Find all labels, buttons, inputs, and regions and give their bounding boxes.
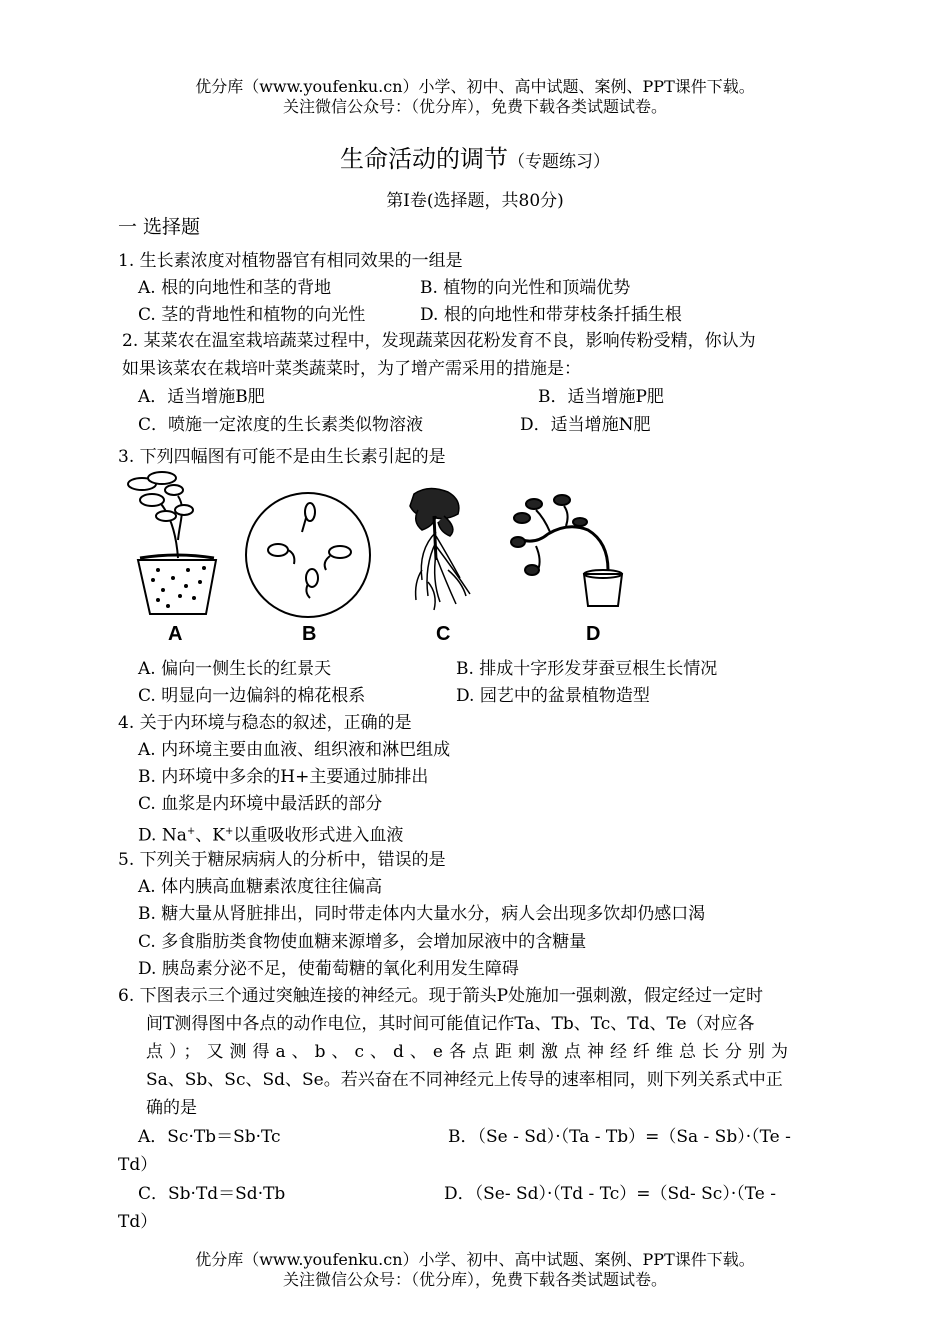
q4-option-c: C. 血浆是内环境中最活跃的部分 [138, 794, 383, 814]
header-line-1: 优分库（www.youfenku.cn）小学、初中、高中试题、案例、PPT课件下载。 [195, 77, 755, 96]
figure-label-d: D [586, 623, 601, 645]
q4-stem: 4. 关于内环境与稳态的叙述，正确的是 [118, 713, 412, 733]
figure-label-a: A [168, 623, 183, 645]
q3-option-b: B. 排成十字形发芽蚕豆根生长情况 [456, 659, 718, 679]
q5-option-b: B. 糖大量从肾脏排出，同时带走体内大量水分，病人会出现多饮却仍感口渴 [138, 904, 706, 924]
q4-d-pre: D. Na [138, 825, 187, 846]
q4-d-post: 以重吸收形式进入血液 [233, 825, 404, 846]
figure-label-b: B [302, 623, 317, 645]
page-title [0, 144, 950, 177]
q5-stem: 5. 下列关于糖尿病病人的分析中，错误的是 [118, 850, 446, 870]
q2-stem-line-2: 如果该菜农在栽培叶菜类蔬菜时，为了增产需采用的措施是： [122, 359, 581, 379]
q6-option-a: A．Sc·Tb＝Sb·Tc [138, 1127, 281, 1147]
q6-option-c: C．Sb·Td＝Sd·Tb [138, 1184, 286, 1204]
title-main: 生命活动的调节 [340, 145, 508, 173]
footer-line-2: 关注微信公众号：（优分库），免费下载各类试题试卷。 [282, 1270, 667, 1289]
q2-stem-line-1: 2. 某菜农在温室栽培蔬菜过程中，发现蔬菜因花粉发育不良，影响传粉受精，你认为 [122, 331, 756, 351]
q3-option-c: C. 明显向一边偏斜的棉花根系 [138, 686, 366, 706]
section-heading: 一 选择题 [118, 216, 201, 238]
q1-option-b: B. 植物的向光性和顶端优势 [420, 278, 631, 298]
q2-option-d: D．适当增施N肥 [520, 415, 651, 435]
q3-option-a: A. 偏向一侧生长的红景天 [138, 659, 332, 679]
q6-stem-line-5: 确的是 [146, 1098, 197, 1118]
header-line-2: 关注微信公众号：（优分库），免费下载各类试题试卷。 [282, 97, 667, 116]
q6-stem-line-3: 点）；又测得a、b、c、d、e各点距刺激点神经纤维总长分别为 [146, 1042, 794, 1062]
q2-option-a: A．适当增施B肥 [138, 387, 265, 407]
q4-d-sup-2: + [224, 826, 234, 837]
figure-a-potted-plant [128, 472, 216, 614]
q6-option-b-continued: Td） [118, 1155, 158, 1175]
q2-option-c: C．喷施一定浓度的生长素类似物溶液 [138, 415, 424, 435]
q4-d-mid: 、K [195, 825, 225, 846]
q5-option-d: D. 胰岛素分泌不足，使葡萄糖的氧化利用发生障碍 [138, 959, 519, 979]
plant-figures [118, 470, 638, 650]
q6-option-d-continued: Td） [118, 1212, 158, 1232]
volume-heading: 第Ⅰ卷(选择题，共80分) [386, 191, 564, 211]
q1-option-d: D. 根的向地性和带芽枝条扦插生根 [420, 305, 682, 325]
q6-stem-line-2: 间T测得图中各点的动作电位，其时间可能值记作Ta、Tb、Tc、Td、Te（对应各 [146, 1014, 755, 1034]
q5-option-c: C. 多食脂肪类食物使血糖来源增多，会增加尿液中的含糖量 [138, 932, 587, 952]
figure-c-cotton-roots [410, 488, 470, 610]
q6-option-b: B．（Se - Sd）·（Ta - Tb）=（Sa - Sb）·（Te - [448, 1127, 791, 1147]
q4-option-a: A. 内环境主要由血液、组织液和淋巴组成 [138, 740, 451, 760]
q3-stem: 3. 下列四幅图有可能不是由生长素引起的是 [118, 447, 446, 467]
q4-d-sup-1: + [186, 826, 196, 837]
q6-stem-line-4: Sa、Sb、Sc、Sd、Se。若兴奋在不同神经元上传导的速率相同，则下列关系式中正 [146, 1070, 783, 1090]
q6-option-d: D．（Se- Sd）·（Td - Tc）=（Sd- Sc）·（Te - [444, 1184, 776, 1204]
figure-label-c: C [436, 623, 451, 645]
q3-option-d: D. 园艺中的盆景植物造型 [456, 686, 650, 706]
footer-line-1: 优分库（www.youfenku.cn）小学、初中、高中试题、案例、PPT课件下载。 [195, 1250, 755, 1269]
title-sub: （专题练习） [508, 152, 610, 172]
q4-option-d [138, 821, 403, 847]
q1-option-a: A. 根的向地性和茎的背地 [138, 278, 332, 298]
figure-b-dish-beans [246, 493, 370, 617]
figure-d-bonsai-pot [511, 495, 622, 606]
q1-option-c: C. 茎的背地性和植物的向光性 [138, 305, 366, 325]
q5-option-a: A. 体内胰高血糖素浓度往往偏高 [138, 877, 383, 897]
q6-stem-line-1: 6. 下图表示三个通过突触连接的神经元。现于箭头P处施加一强刺激，假定经过一定时 [118, 986, 764, 1006]
q1-stem: 1. 生长素浓度对植物器官有相同效果的一组是 [118, 251, 463, 271]
q2-option-b: B．适当增施P肥 [538, 387, 664, 407]
q4-option-b: B. 内环境中多余的H+主要通过肺排出 [138, 767, 429, 787]
